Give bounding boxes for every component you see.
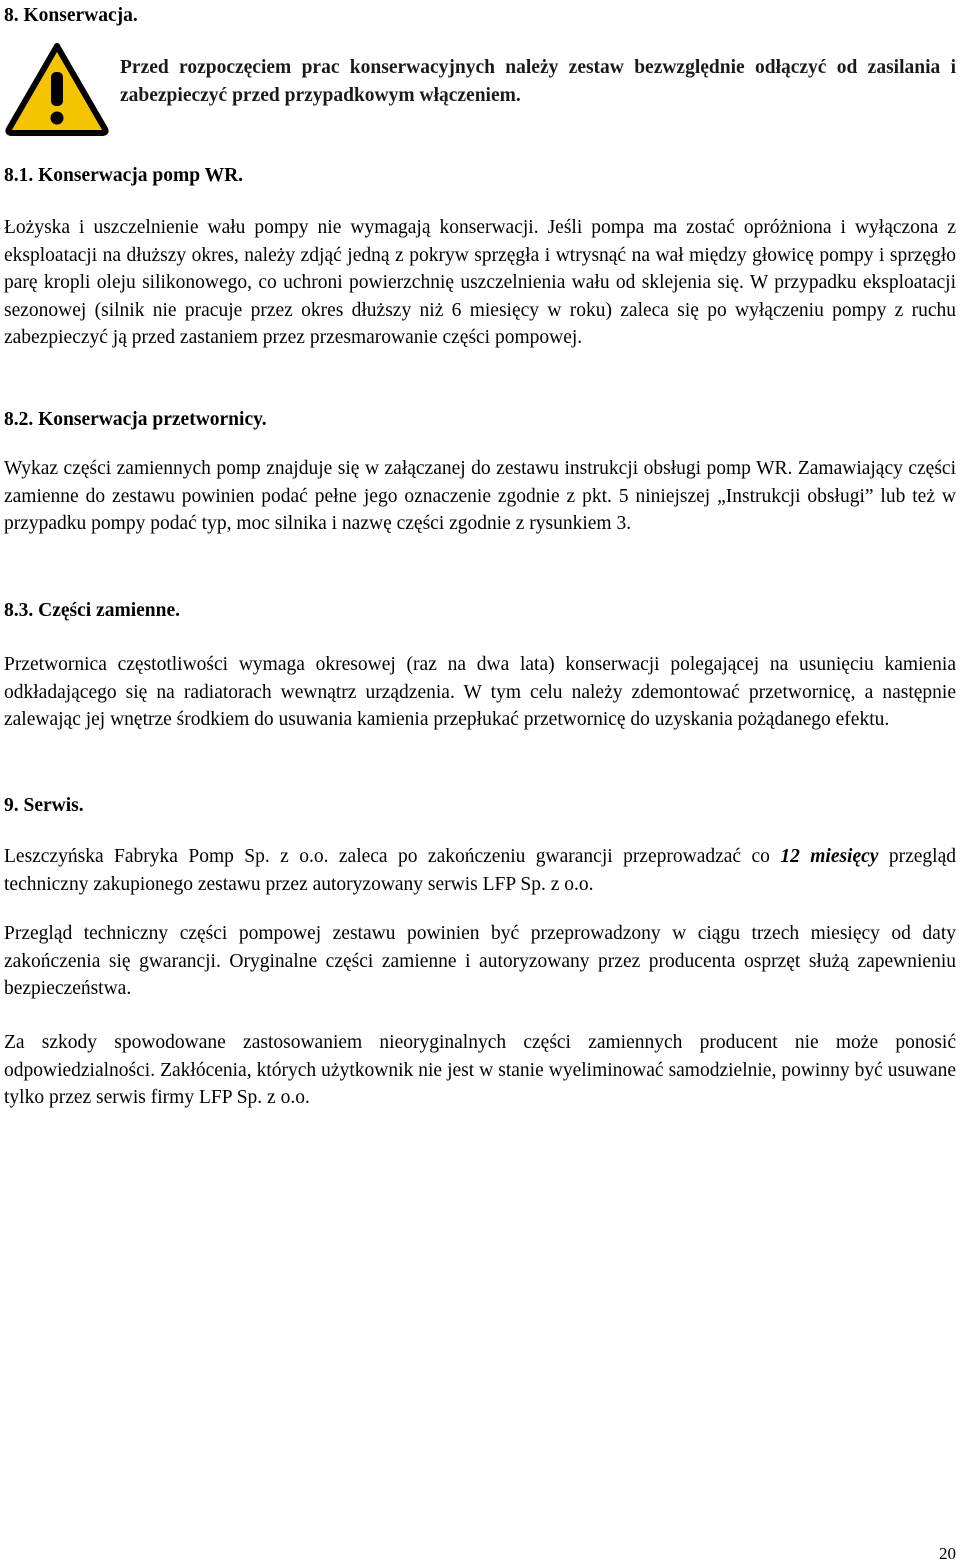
section-8-2-heading: 8.2. Konserwacja przetwornicy.: [4, 409, 267, 430]
section-8-heading: 8. Konserwacja.: [4, 5, 138, 26]
page-number: 20: [939, 1544, 956, 1563]
section-8-1-text: Łożyska i uszczelnienie wału pompy nie wymagają konserwacji. Jeśli pompa ma zostać opróżniona i wyłączona z eksploatacji na dłuższy okres, należy zdjąć jedną z pokryw sprzęgła i wtrysnąć na wał między głowicę pompy i sprzęgło parę kropli oleju silikonowego, co uchroni powierzchnię uszczelnienia wału od sklejenia się. W przypadku eksploatacji sezonowej (silnik nie pracuje przez okres dłuższy niż 6 miesięcy w roku) zaleca się po wyłączeniu pompy z ruchu zabezpieczyć ją przed zastaniem przez przesmarowanie części pompowej.: [4, 217, 956, 348]
section-9-paragraph-2: Przegląd techniczny części pompowej zestawu powinien być przeprowadzony w ciągu trzech miesięcy od daty zakończenia się gwarancji. Oryginalne części zamienne i autoryzowany przez producenta osprzęt służą zapewnieniu bezpieczeństwa.: [4, 923, 956, 999]
section-8-3-heading: 8.3. Części zamienne.: [4, 600, 180, 621]
paragraph-1-start: Leszczyńska Fabryka Pomp Sp. z o.o. zaleca po zakończeniu gwarancji przeprowadzać co: [4, 846, 781, 867]
warning-text: Przed rozpoczęciem prac konserwacyjnych należy zestaw bezwzględnie odłączyć od zasilania i zabezpieczyć przed przypadkowym włączeniem.: [120, 57, 956, 106]
section-9-paragraph-1: [4, 843, 956, 898]
section-9-paragraph-3: Za szkody spowodowane zastosowaniem nieoryginalnych części zamiennych producent nie może ponosić odpowiedzialności. Zakłócenia, których użytkownik nie jest w stanie wyeliminować samodzielnie, powinny być usuwane tylko przez serwis firmy LFP Sp. z o.o.: [4, 1032, 956, 1108]
service-interval-highlight: 12 miesięcy: [780, 846, 879, 867]
section-8-2-text: Wykaz części zamiennych pomp znajduje się w załączanej do zestawu instrukcji obsługi pomp WR. Zamawiający części zamienne do zestawu powinien podać pełne jego oznaczenie zgodnie z pkt. 5 niniejszej „Instrukcji obsługi” lub też w przypadku pompy podać typ, moc silnika i nazwę części zgodnie z rysunkiem 3.: [4, 458, 956, 534]
section-8-1-heading: 8.1. Konserwacja pomp WR.: [4, 165, 244, 186]
section-8-3-text: Przetwornica częstotliwości wymaga okresowej (raz na dwa lata) konserwacji polegającej na usunięciu kamienia odkładającego się na radiatorach wewnątrz urządzenia. W tym celu należy zdemontować przetwornicę, a następnie zalewając jej wnętrze środkiem do usuwania kamienia przepłukać przetwornicę do uzyskania pożądanego efektu.: [4, 654, 956, 730]
warning-triangle-icon: [4, 40, 110, 136]
paragraph-1-end: przegląd techniczny zakupionego zestawu przez autoryzowany serwis LFP Sp. z o.o.: [4, 846, 956, 895]
section-9-heading: 9. Serwis.: [4, 795, 84, 816]
